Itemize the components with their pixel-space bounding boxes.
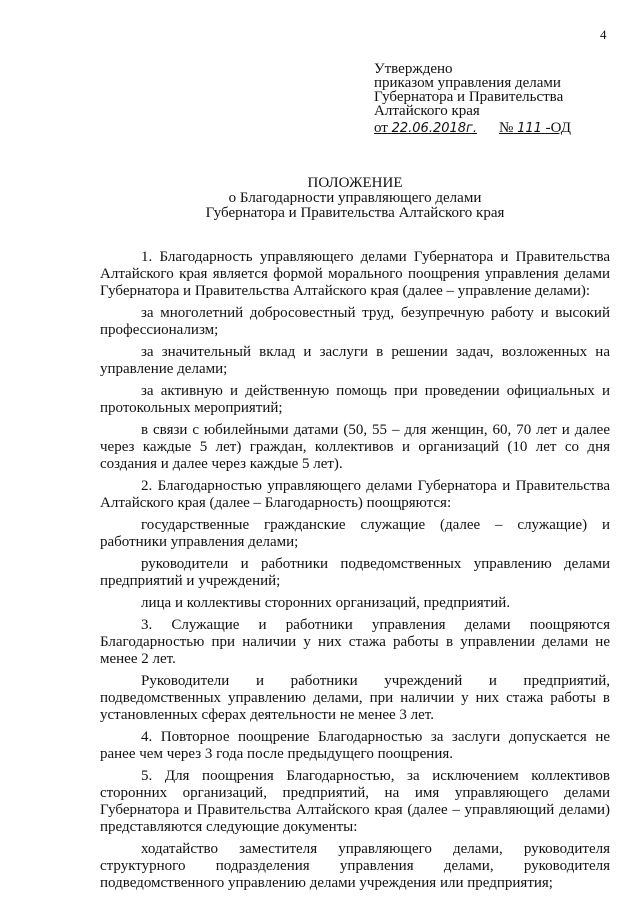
approval-line: Губернатора и Правительства: [374, 89, 564, 105]
paragraph: Руководители и работники учреждений и предприятий, подведомственных управлению делами, при наличии у них стажа работы в установленных сферах деятельности не менее 3 лет.: [100, 673, 610, 723]
document-body: [100, 249, 610, 897]
paragraph: 5. Для поощрения Благодарностью, за исключением коллективов сторонних организаций, предприятий, на имя управляющего делами Губернатора и Правительства Алтайского края (далее – управляющий делами) представляются следующие документы:: [100, 768, 610, 835]
approval-date: 22.06.2018г.: [391, 121, 478, 136]
number-suffix: -ОД: [545, 120, 571, 136]
title-line: Губернатора и Правительства Алтайского края: [205, 205, 505, 221]
approval-line: Утверждено: [374, 61, 453, 77]
paragraph: ходатайство заместителя управляющего делами, руководителя структурного подразделения управления делами, руководителя подведомственного управлению делами учреждения или предприятия;: [100, 841, 610, 891]
paragraph: руководители и работники подведомственных управлению делами предприятий и учреждений;: [100, 556, 610, 589]
paragraph: за активную и действенную помощь при проведении официальных и протокольных мероприятий;: [100, 383, 610, 416]
page-number: 4: [600, 27, 607, 42]
paragraph: за многолетний добросовестный труд, безупречную работу и высокий профессионализм;: [100, 305, 610, 338]
paragraph: 2. Благодарностью управляющего делами Губернатора и Правительства Алтайского края (далее – Благодарность) поощряются:: [100, 478, 610, 511]
paragraph: лица и коллективы сторонних организаций, предприятий.: [141, 595, 511, 611]
title-line: о Благодарности управляющего делами: [228, 190, 482, 206]
approval-number: 111: [517, 121, 542, 136]
approval-stamp: [374, 62, 571, 136]
paragraph: в связи с юбилейными датами (50, 55 – для женщин, 60, 70 лет и далее через каждые 5 лет) граждан, коллективов и организаций (10 лет со дня создания и далее через каждые 5 лет).: [100, 422, 610, 472]
document-title: [100, 176, 610, 221]
title-heading: ПОЛОЖЕНИЕ: [307, 175, 403, 191]
number-prefix: №: [499, 120, 514, 136]
paragraph: за значительный вклад и заслуги в решении задач, возложенных на управление делами;: [100, 344, 610, 377]
paragraph: 1. Благодарность управляющего делами Губернатора и Правительства Алтайского края является формой морального поощрения управления делами Губернатора и Правительства Алтайского края (далее – управление делами):: [100, 249, 610, 299]
paragraph: 3. Служащие и работники управления делами поощряются Благодарностью при наличии у них стажа работы в управлении делами не менее 2 лет.: [100, 617, 610, 667]
approval-line: Алтайского края: [374, 103, 480, 119]
approval-date-line: [374, 121, 571, 136]
approval-line: приказом управления делами: [374, 75, 561, 91]
date-prefix: от: [374, 120, 388, 136]
paragraph: государственные гражданские служащие (далее – служащие) и работники управления делами;: [100, 517, 610, 550]
paragraph: 4. Повторное поощрение Благодарностью за заслуги допускается не ранее чем через 3 года после предыдущего поощрения.: [100, 729, 610, 762]
